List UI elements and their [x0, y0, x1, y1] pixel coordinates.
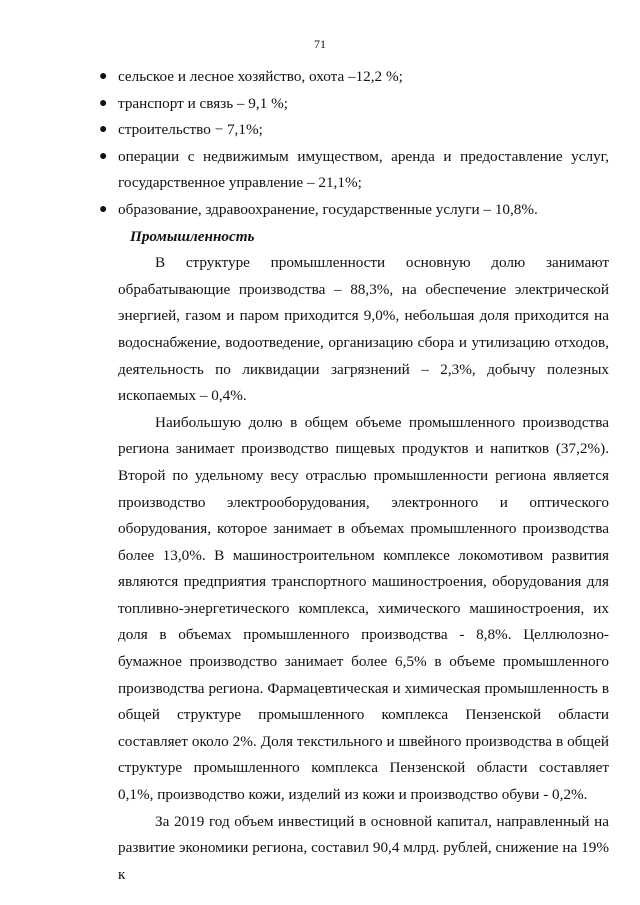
page-number: 71: [314, 37, 326, 51]
page-content: [99, 64, 609, 888]
paragraph-industry-shares: Наибольшую долю в общем объеме промышленного производства региона занимает производство пищевых продуктов и напитков (37,2%). Второй по удельному весу отраслью промышленности региона является производство электрооборудования, электронного и оптического оборудования, которое занимает в объемах промышленного производства более 13,0%. В машиностроительном комплексе локомотивом развития являются предприятия транспортного машиностроения, оборудования для топливно-энергетического комплекса, химического машиностроения, их доля в объемах промышленного производства - 8,8%. Целлюлозно-бумажное производство занимает более 6,5% в объеме промышленного производства региона. Фармацевтическая и химическая промышленность в общей структуре промышленного комплекса Пензенской области составляет около 2%. Доля текстильного и швейного производства в общей структуре промышленного комплекса Пензенской области составляет 0,1%, производство кожи, изделий из кожи и производство обуви - 0,2%.: [118, 413, 609, 804]
section-heading: Промышленность: [130, 227, 255, 245]
sector-list: [99, 64, 609, 224]
paragraph-industry-structure: В структуре промышленности основную долю занимают обрабатывающие производства – 88,3%, на обеспечение электрической энергией, газом и паром приходится 9,0%, небольшая доля приходится на водоснабжение, водоотведение, организацию сбора и утилизацию отходов, деятельность по ликвидации загрязнений – 2,3%, добычу полезных ископаемых – 0,4%.: [118, 254, 609, 405]
list-item: ● сельское и лесное хозяйство, охота –12,2 %;: [118, 64, 609, 91]
list-item: ● образование, здравоохранение, государственные услуги – 10,8%.: [118, 197, 609, 224]
list-item: ● операции с недвижимым имуществом, аренда и предоставление услуг, государственное управление – 21,1%;: [118, 144, 609, 197]
bullet-icon: ●: [99, 69, 108, 84]
paragraph-investment: За 2019 год объем инвестиций в основной капитал, направленный на развитие экономики региона, составил 90,4 млрд. рублей, снижение на 19% к: [118, 812, 609, 883]
bullet-icon: ●: [99, 95, 108, 111]
list-item: ● строительство − 7,1%;: [118, 117, 609, 144]
bullet-icon: ●: [99, 201, 108, 217]
list-item: ● транспорт и связь – 9,1 %;: [118, 91, 609, 118]
bullet-icon: ●: [99, 122, 108, 138]
bullet-icon: ●: [99, 148, 108, 164]
